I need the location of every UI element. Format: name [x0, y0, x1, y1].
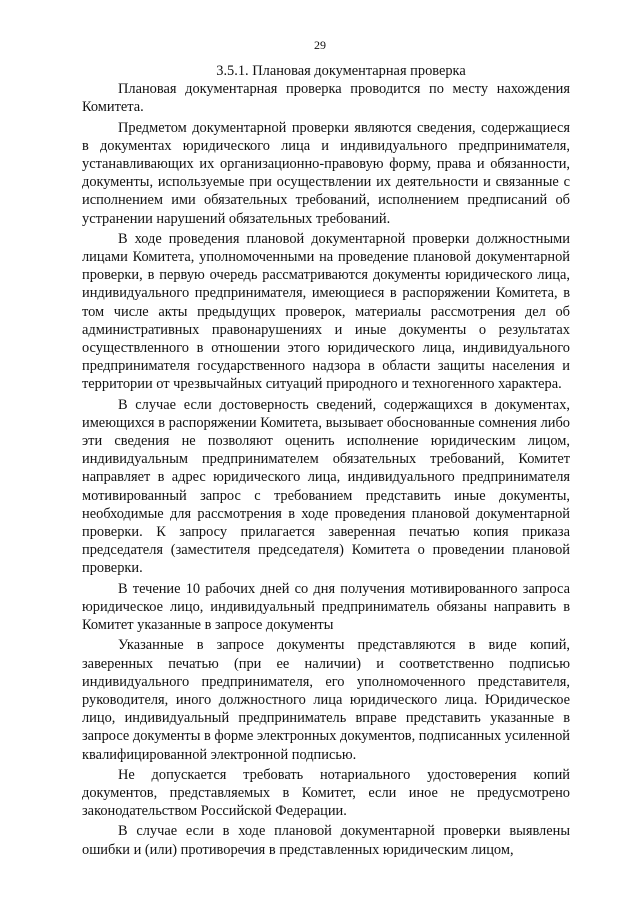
paragraph-request: В случае если достоверность сведений, содержащихся в документах, имеющихся в распоряжении Комитета, вызывает обоснованные сомнения либо эти сведения не позволяют оценить исполнение юридическим лицом, индивидуальным предпринимателем обязательных требований, Комитет направляет в адрес юридического лица, индивидуального предпринимателя мотивированный запрос с требованием представить иные документы, необходимые для рассмотрения в ходе проведения плановой документарной проверки. К запросу прилагается заверенная печатью копия приказа председателя (заместителя председателя) Комитета о проведении плановой проверки.	[82, 396, 570, 577]
paragraph-errors: В случае если в ходе плановой документарной проверки выявлены ошибки и (или) противоречия в представленных юридическим лицом,	[82, 823, 570, 858]
document-body	[82, 62, 570, 859]
page-number: 29	[314, 38, 326, 52]
paragraph-location: Плановая документарная проверка проводится по месту нахождения Комитета.	[82, 81, 570, 116]
paragraph-notarization: Не допускается требовать нотариального удостоверения копий документов, представляемых в Комитет, если иное не предусмотрено законодательством Российской Федерации.	[82, 766, 570, 820]
paragraph-deadline: В течение 10 рабочих дней со дня получения мотивированного запроса юридическое лицо, индивидуальный предприниматель обязаны направить в Комитет указанные в запросе документы	[82, 580, 570, 634]
paragraph-subject: Предметом документарной проверки являются сведения, содержащиеся в документах юридического лица и индивидуального предпринимателя, устанавливающих их организационно-правовую форму, права и обязанности, документы, используемые при осуществлении их деятельности и связанные с исполнением ими обязательных требований, исполнением предписаний об устранении нарушений обязательных требований.	[82, 119, 570, 227]
paragraph-copies: Указанные в запросе документы представляются в виде копий, заверенных печатью (при ее наличии) и соответственно подписью индивидуального предпринимателя, его уполномоченного представителя, руководителя, иного должностного лица юридического лица. Юридическое лицо, индивидуальный предприниматель вправе представить указанные в запросе документы в форме электронных документов, подписанных усиленной квалифицированной электронной подписью.	[82, 637, 570, 763]
section-heading: 3.5.1. Плановая документарная проверка	[216, 63, 466, 79]
paragraph-review-process: В ходе проведения плановой документарной проверки должностными лицами Комитета, уполномоченными на проведение плановой документарной проверки, в первую очередь рассматриваются документы юридического лица, индивидуального предпринимателя, имеющиеся в распоряжении Комитета, в том числе акты предыдущих проверок, материалы рассмотрения дел об административных правонарушениях и иные документы о результатах осуществленного в отношении этого юридического лица, индивидуального предпринимателя государственного надзора в области защиты населения и территории от чрезвычайных ситуаций природного и техногенного характера.	[82, 230, 570, 393]
